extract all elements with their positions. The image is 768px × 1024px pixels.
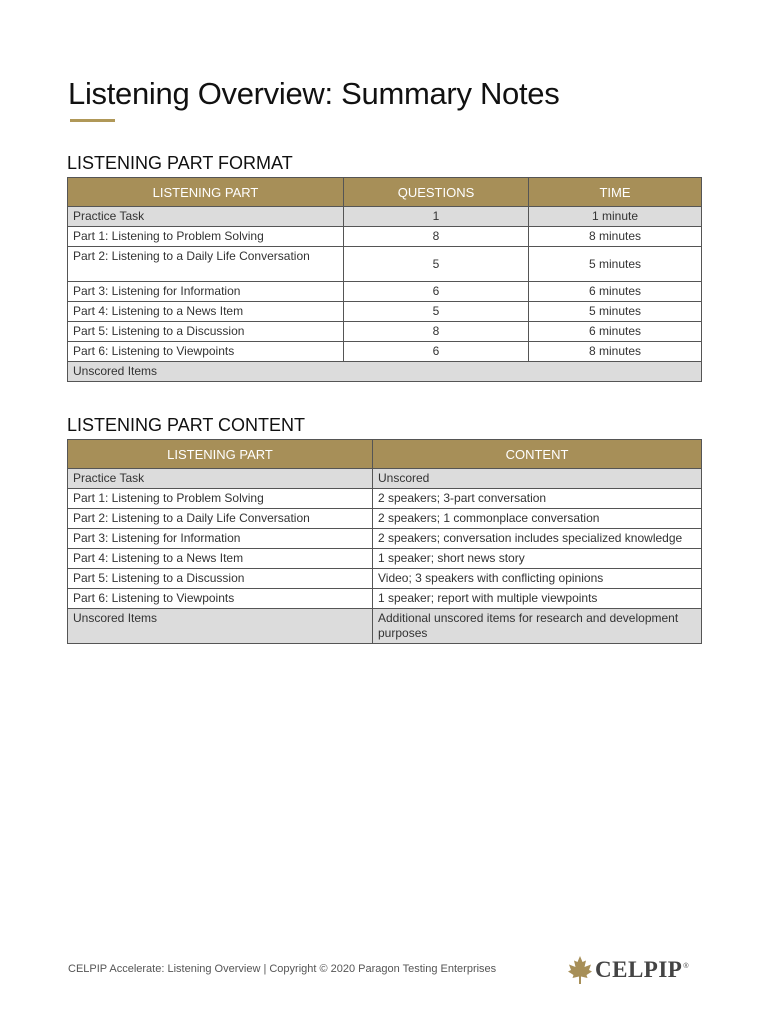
format-section-heading: LISTENING PART FORMAT (67, 153, 293, 173)
part-cell: Part 6: Listening to Viewpoints (68, 342, 344, 362)
questions-cell: 6 (344, 342, 529, 362)
questions-cell: 8 (344, 322, 529, 342)
header-questions: QUESTIONS (344, 178, 529, 207)
time-cell: 8 minutes (529, 227, 702, 247)
table-row (68, 247, 702, 282)
part-cell: Part 4: Listening to a News Item (68, 549, 373, 569)
table-row (68, 489, 702, 509)
table-row (68, 362, 702, 382)
page-title: Listening Overview: Summary Notes (68, 76, 560, 111)
footer-copyright: CELPIP Accelerate: Listening Overview | Copyright © 2020 Paragon Testing Enterprises (68, 963, 497, 975)
content-cell: 1 speaker; report with multiple viewpoints (373, 589, 702, 609)
part-cell: Part 5: Listening to a Discussion (68, 322, 344, 342)
header-time: TIME (529, 178, 702, 207)
time-cell: 8 minutes (529, 342, 702, 362)
time-cell: 5 minutes (529, 302, 702, 322)
part-cell: Part 4: Listening to a News Item (68, 302, 344, 322)
questions-cell: 6 (344, 282, 529, 302)
questions-cell: 1 (344, 207, 529, 227)
content-section-heading: LISTENING PART CONTENT (67, 415, 306, 435)
content-cell: Additional unscored items for research and development purposes (373, 609, 702, 644)
format-table (67, 177, 702, 382)
registered-mark: ® (683, 962, 689, 970)
unscored-items-cell: Unscored Items (68, 362, 702, 382)
format-table-header (68, 178, 702, 207)
content-cell: 2 speakers; 3-part conversation (373, 489, 702, 509)
table-row (68, 509, 702, 529)
maple-leaf-icon (567, 955, 593, 985)
table-row (68, 342, 702, 362)
celpip-logo (567, 955, 689, 985)
table-row (68, 227, 702, 247)
table-row (68, 469, 702, 489)
part-cell: Part 1: Listening to Problem Solving (68, 489, 373, 509)
time-cell: 6 minutes (529, 282, 702, 302)
content-table-header (68, 440, 702, 469)
part-cell: Part 5: Listening to a Discussion (68, 569, 373, 589)
title-underline (70, 119, 115, 122)
content-cell: 2 speakers; conversation includes specialized knowledge (373, 529, 702, 549)
table-row (68, 302, 702, 322)
table-row (68, 529, 702, 549)
table-row (68, 322, 702, 342)
table-row (68, 282, 702, 302)
part-cell: Part 6: Listening to Viewpoints (68, 589, 373, 609)
table-row (68, 569, 702, 589)
part-cell: Part 3: Listening for Information (68, 529, 373, 549)
content-cell: 2 speakers; 1 commonplace conversation (373, 509, 702, 529)
logo-wordmark: CELPIP (595, 957, 683, 982)
table-row (68, 589, 702, 609)
header-listening-part: LISTENING PART (68, 440, 373, 469)
time-cell: 1 minute (529, 207, 702, 227)
table-row (68, 609, 702, 644)
part-cell: Part 1: Listening to Problem Solving (68, 227, 344, 247)
content-cell: Video; 3 speakers with conflicting opinions (373, 569, 702, 589)
part-cell: Part 3: Listening for Information (68, 282, 344, 302)
header-content: CONTENT (373, 440, 702, 469)
questions-cell: 5 (344, 302, 529, 322)
content-table (67, 439, 702, 644)
part-cell: Practice Task (68, 207, 344, 227)
content-cell: Unscored (373, 469, 702, 489)
table-row (68, 207, 702, 227)
questions-cell: 5 (344, 247, 529, 282)
content-cell: 1 speaker; short news story (373, 549, 702, 569)
part-cell: Practice Task (68, 469, 373, 489)
part-cell: Part 2: Listening to a Daily Life Conversation (68, 509, 373, 529)
time-cell: 6 minutes (529, 322, 702, 342)
header-listening-part: LISTENING PART (68, 178, 344, 207)
time-cell: 5 minutes (529, 247, 702, 282)
part-cell: Part 2: Listening to a Daily Life Conversation (68, 247, 344, 282)
questions-cell: 8 (344, 227, 529, 247)
table-row (68, 549, 702, 569)
part-cell: Unscored Items (68, 609, 373, 644)
